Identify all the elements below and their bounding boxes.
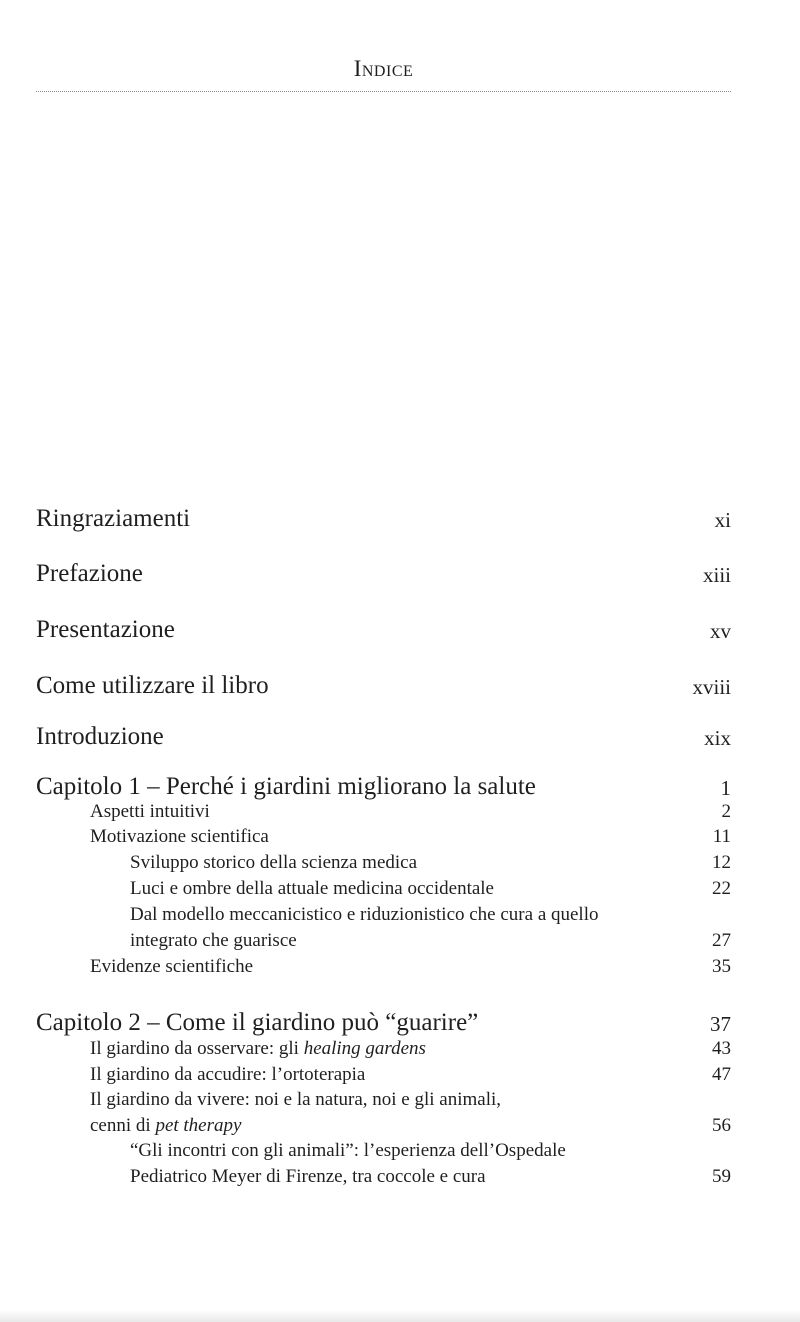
toc-entry-title-line2: Pediatrico Meyer di Firenze, tra coccole e cura xyxy=(130,1166,486,1187)
toc-entry-page: xix xyxy=(704,726,731,750)
toc-entry-page: xi xyxy=(714,508,731,532)
toc-entry-title: Motivazione scientifica xyxy=(90,826,269,847)
toc-entry-page: 35 xyxy=(712,956,731,977)
toc-entry-title-line2 xyxy=(90,1115,241,1137)
toc-entry-page: xiii xyxy=(702,563,731,587)
toc-entry-title xyxy=(90,1038,426,1060)
toc-entry-page: 12 xyxy=(712,852,731,873)
toc-entry-title-line1: Dal modello meccanicistico e riduzionistico che cura a quello xyxy=(130,904,599,925)
toc-entry-title-italic: pet therapy xyxy=(155,1115,242,1136)
toc-entry-page: 37 xyxy=(710,1012,731,1036)
scan-edge xyxy=(0,1310,800,1322)
toc-entry-page: 56 xyxy=(712,1115,731,1136)
toc-entry-title-line2: integrato che guarisce xyxy=(130,930,297,951)
page-header: Indice xyxy=(353,56,414,81)
toc-entry-title: Sviluppo storico della scienza medica xyxy=(130,852,418,873)
toc-entry-title: Luci e ombre della attuale medicina occidentale xyxy=(130,878,494,899)
toc-entry-page: 59 xyxy=(712,1166,731,1187)
toc-entry-title: Il giardino da accudire: l’ortoterapia xyxy=(90,1064,366,1085)
toc-entry-title: Aspetti intuitivi xyxy=(90,801,210,822)
toc-entry-title: Capitolo 2 – Come il giardino può “guarire” xyxy=(36,1009,479,1036)
toc-entry-title: Ringraziamenti xyxy=(36,505,191,532)
toc-entry-page: xv xyxy=(710,619,731,643)
toc-entry-title: Prefazione xyxy=(36,560,143,587)
toc-entry-title-line1: “Gli incontri con gli animali”: l’esperienza dell’Ospedale xyxy=(130,1140,566,1161)
toc-entry-page: 47 xyxy=(712,1064,731,1085)
toc-entry-page: xviii xyxy=(692,675,731,699)
toc-entry-title: Evidenze scientifiche xyxy=(90,956,254,977)
toc-entry-page: 22 xyxy=(712,878,731,899)
toc-entry-title: Presentazione xyxy=(36,616,175,643)
toc-entry-title-prefix: Il giardino da osservare: gli xyxy=(90,1038,304,1059)
toc-entry-page: 27 xyxy=(712,930,731,951)
toc-entry-page: 2 xyxy=(721,801,731,822)
toc-entry-title: Introduzione xyxy=(36,723,164,750)
toc-entry-page: 43 xyxy=(712,1038,731,1059)
toc-entry-title-prefix: cenni di xyxy=(90,1115,156,1136)
toc-entry-title-line1: Il giardino da vivere: noi e la natura, noi e gli animali, xyxy=(90,1089,502,1110)
toc-entry-page: 1 xyxy=(720,776,731,800)
toc-entry-page: 11 xyxy=(712,826,731,847)
toc-entry-title: Capitolo 1 – Perché i giardini migliorano la salute xyxy=(36,773,536,800)
toc-entry-title: Come utilizzare il libro xyxy=(36,672,269,699)
toc-entry-title-italic: healing gardens xyxy=(303,1038,426,1059)
